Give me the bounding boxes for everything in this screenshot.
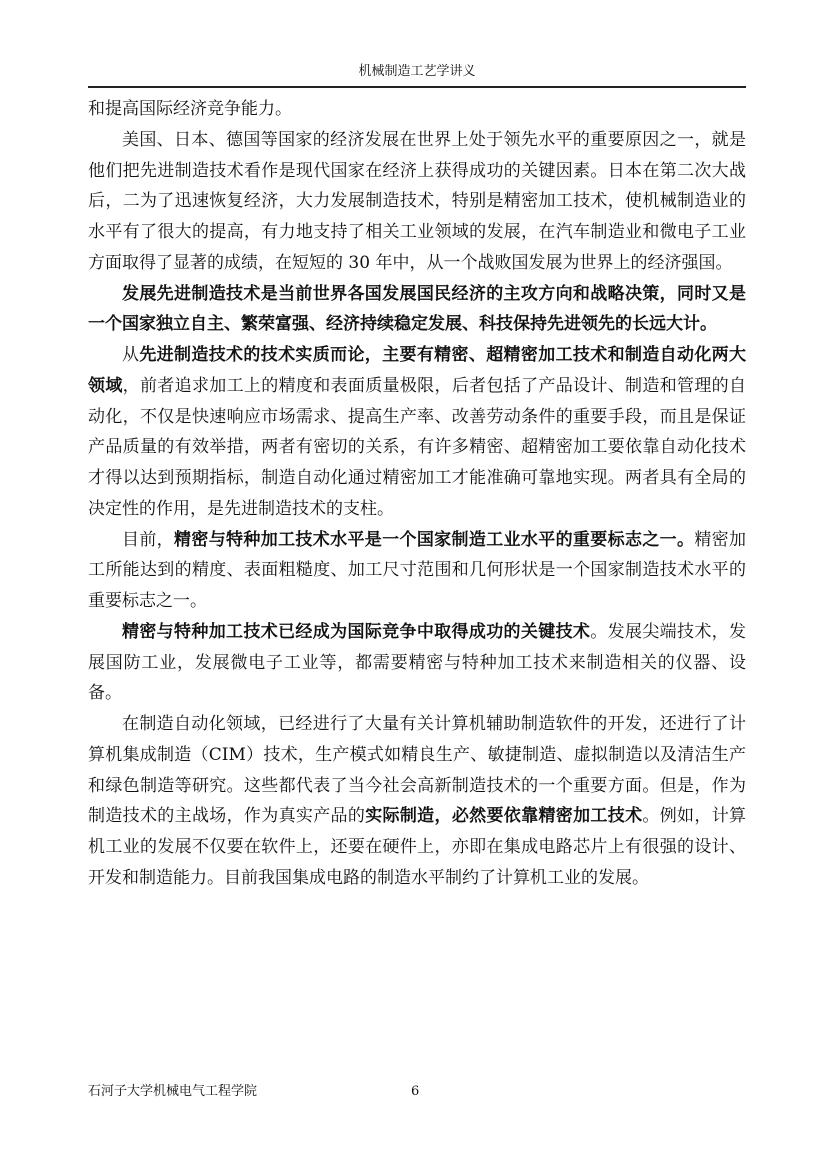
paragraph-3 <box>88 279 746 341</box>
paragraph-6 <box>88 617 746 709</box>
paragraph-5 <box>88 525 746 617</box>
plain-text: 精密加工所能达到的精度、表面粗糙度、加工尺寸范围和几何形状是一个国家制造技术水平的重要标志之一。 <box>88 529 747 611</box>
header-divider <box>88 86 746 88</box>
plain-text: 。例如，计算机工业的发展不仅要在软件上，还要在硬件上，亦即在集成电路芯片上有很强的设计、开发和制造能力。目前我国集成电路的制造水平制约了计算机工业的发展。 <box>88 806 747 888</box>
paragraph-1: 和提高国际经济竞争能力。 <box>88 99 292 119</box>
plain-text: ，前者追求加工上的精度和表面质量极限，后者包括了产品设计、制造和管理的自动化，不仅是快速响应市场需求、提高生产率、改善劳动条件的重要手段，而且是保证产品质量的有效举措，两者有密切的关系，有许多精密、超精密加工要依靠自动化技术才得以达到预期指标，制造自动化通过精密加工才能准确可靠地实现。两者具有全局的决定性的作用，是先进制造技术的支柱。 <box>88 375 747 519</box>
running-header: 机械制造工艺学讲义 <box>358 64 476 79</box>
plain-text: 目前， <box>122 529 175 550</box>
paragraph-7 <box>88 709 746 894</box>
emphasis-text: 精密与特种加工技术水平是一个国家制造工业水平的重要标志之一。 <box>174 529 695 550</box>
plain-text: 从 <box>122 345 140 365</box>
page-number: 6 <box>411 1084 420 1099</box>
emphasis-text: 先进制造技术的技术实质而论，主要有精密、超精密加工技术和制造自动化两大领域 <box>88 345 746 396</box>
emphasis-text: 实际制造，必然要依靠精密加工技术 <box>365 806 643 827</box>
page-body <box>88 94 746 894</box>
paragraph-4 <box>88 340 746 525</box>
paragraph-2: 美国、日本、德国等国家的经济发展在世界上处于领先水平的重要原因之一，就是他们把先进制造技术看作是现代国家在经济上获得成功的关键因素。日本在第二次大战后，二为了迅速恢复经济，大力发展制造技术，特别是精密加工技术，使机械制造业的水平有了很大的提高，有力地支持了相关工业领域的发展，在汽车制造业和微电子工业方面取得了显著的成绩，在短短的 30 年中，从一个战败国发展为世界上的经济强国。 <box>88 129 746 273</box>
plain-text: 在制造自动化领域，已经进行了大量有关计算机辅助制造软件的开发，还进行了计算机集成制造（CIM）技术，生产模式如精良生产、敏捷制造、虚拟制造以及清洁生产和绿色制造等研究。这些都代表了当今社会高新制造技术的一个重要方面。但是，作为制造技术的主战场，作为真实产品的 <box>88 714 746 827</box>
emphasis-text: 发展先进制造技术是当前世界各国发展国民经济的主攻方向和战略决策，同时又是一个国家独立自主、繁荣富强、经济持续稳定发展、科技保持先进领先的长远大计。 <box>88 283 746 335</box>
plain-text: 。发展尖端技术，发展国防工业，发展微电子工业等，都需要精密与特种加工技术来制造相关的仪器、设备。 <box>88 621 747 704</box>
emphasis-text: 精密与特种加工技术已经成为国际竞争中取得成功的关键技术 <box>122 621 591 642</box>
footer-institution: 石河子大学机械电气工程学院 <box>88 1084 258 1099</box>
